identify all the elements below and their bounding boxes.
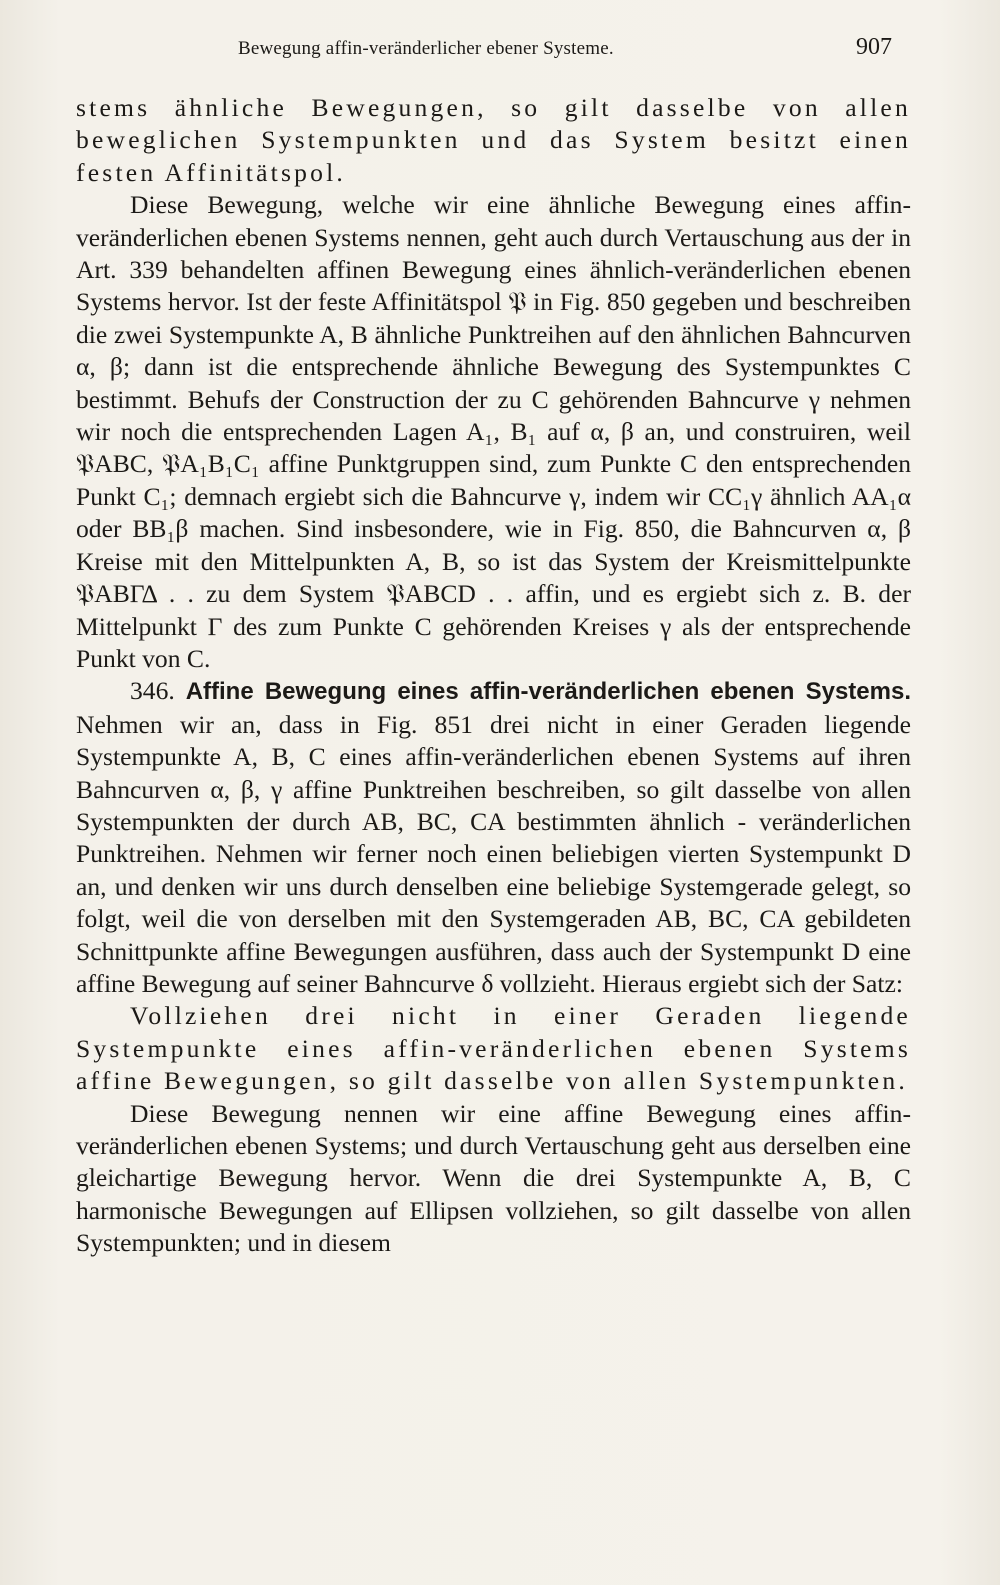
paragraph-5: Diese Bewegung nennen wir eine affine Bewegung eines affin-veränderlichen ebenen Systems; und durch Vertauschung geht aus derselben eine gleichartige Bewegung hervor. Wenn die drei Systempunkte A, B, C harmonische Bewegungen auf Ellipsen vollziehen, so gilt dasselbe von allen Systempunkten; und in diesem [76, 1098, 911, 1258]
section-heading: Affine Bewegung eines affin-veränderlichen ebenen Systems. [185, 678, 911, 706]
paragraph-1: stems ähnliche Bewegungen, so gilt dasselbe von allen beweglichen Systempunkten und das System besitzt einen festen Affinitätspol. [76, 93, 911, 187]
paragraph-3 [76, 675, 911, 1000]
paragraph-3-text: Nehmen wir an, dass in Fig. 851 drei nicht in einer Geraden liegende Systempunkte A, B, C eines affin-veränderlichen ebenen Systems auf ihren Bahncurven α, β, γ affine Punktreihen beschreiben, so gilt dasselbe von allen Systempunkten der durch AB, BC, CA bestimmten ähnlich - veränderlichen Punktreihen. Nehmen wir ferner noch einen beliebigen vierten Systempunkt D an, und denken wir uns durch denselben eine beliebige Systemgerade gelegt, so folgt, weil die von derselben mit den Systemgeraden AB, BC, CA gebildeten Schnittpunkte affine Bewegungen ausführen, dass auch der Systempunkt D eine affine Bewegung auf seiner Bahncurve δ vollzieht. Hieraus ergiebt sich der Satz: [76, 709, 911, 998]
article-number: 346. [130, 676, 175, 706]
running-title: Bewegung affin-veränderlicher ebener Systeme. [238, 38, 614, 59]
body-text [76, 92, 911, 1260]
theorem-statement: Vollziehen drei nicht in einer Geraden liegende Systempunkte eines affin-veränderlichen ebenen Systems affine Bewegungen, so gilt dasselbe von allen Systempunkten. [76, 1001, 911, 1096]
page-number: 907 [856, 34, 892, 60]
paragraph-2: Diese Bewegung, welche wir eine ähnliche Bewegung eines affin-veränderlichen ebenen Systems nennen, geht auch durch Vertauschung aus der in Art. 339 behandelten affinen Bewegung eines ähnlich-veränderlichen ebenen Systems hervor. Ist der feste Affinitätspol 𝔓 in Fig. 850 gegeben und beschreiben die zwei Systempunkte A, B ähnliche Punktreihen auf den ähnlichen Bahncurven α, β; dann ist die entsprechende ähnliche Bewegung des Systempunktes C bestimmt. Behufs der Construction der zu C gehörenden Bahncurve γ nehmen wir noch die entsprechenden Lagen A₁, B₁ auf α, β an, und construiren, weil 𝔓ABC, 𝔓A₁B₁C₁ affine Punktgruppen sind, zum Punkte C den entsprechenden Punkt C₁; demnach ergiebt sich die Bahncurve γ, indem wir CC₁γ ähnlich AA₁α oder BB₁β machen. Sind insbesondere, wie in Fig. 850, die Bahncurven α, β Kreise mit den Mittelpunkten A, B, so ist das System der Kreismittelpunkte 𝔓ABΓΔ . . zu dem System 𝔓ABCD . . affin, und es ergiebt sich z. B. der Mittelpunkt Γ des zum Punkte C gehörenden Kreises γ als der entsprechende Punkt von C. [76, 190, 911, 673]
page-header [230, 34, 900, 74]
